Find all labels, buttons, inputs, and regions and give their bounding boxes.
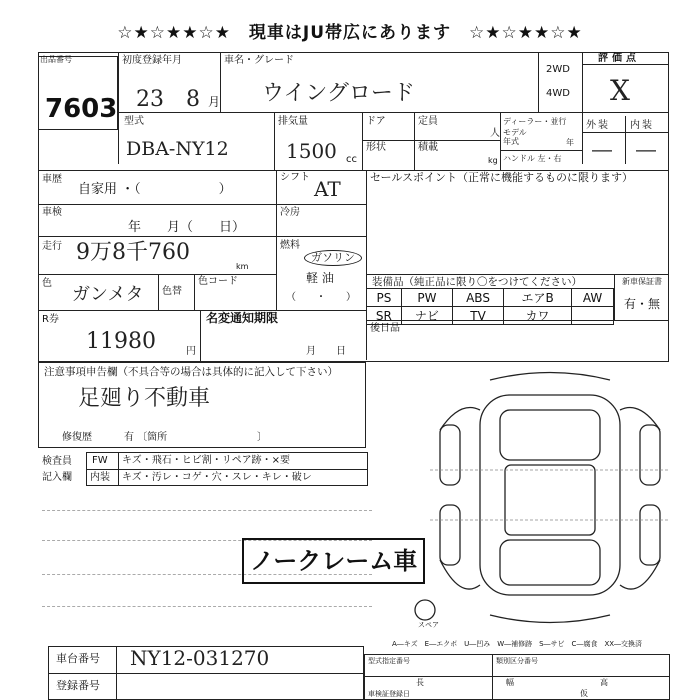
first-reg-month: 8	[186, 87, 200, 112]
shift-value: AT	[314, 177, 341, 201]
model-year-unit: 年	[566, 138, 574, 147]
car-name-label: 車名・グレード	[224, 55, 294, 66]
notes-label: 注意事項申告欄（不具合等の場合は具体的に記入して下さい）	[44, 366, 338, 378]
history-label: 車歴	[42, 174, 62, 185]
displacement-unit: cc	[346, 154, 357, 165]
car-diagram	[400, 370, 690, 640]
no-claim-stamp: ノークレーム車	[242, 538, 425, 584]
lot-tab: 出品番号	[40, 55, 72, 64]
interior-label: 内装	[630, 120, 654, 131]
width-label: 幅	[506, 678, 514, 687]
equipment-label: 装備品（純正品に限り〇をつけてください）	[372, 276, 582, 288]
equipment-item: エアB	[504, 289, 572, 307]
model-value: DBA-NY12	[126, 138, 229, 160]
warranty-value: 有・無	[624, 297, 661, 311]
ac-label: 冷房	[280, 207, 300, 218]
chassis-value: NY12-031270	[130, 646, 270, 670]
spare-label: スペア	[418, 621, 439, 629]
repair-label: 修復歴	[62, 432, 92, 443]
equipment-item: ABS	[453, 289, 504, 307]
exterior-value: ―	[592, 137, 612, 161]
reg-label: 登録番号	[56, 679, 100, 692]
equipment-item: SR	[367, 307, 402, 325]
capacity-unit: 人	[490, 128, 500, 139]
lot-number: 7603	[45, 94, 118, 124]
model-year-label: モデル 年式	[503, 128, 527, 146]
drive-4wd: 4WD	[546, 88, 570, 99]
load-unit: kg	[488, 156, 498, 165]
banner: ☆★☆★★☆★ 現車はJU帯広にあります ☆★☆★★☆★	[117, 23, 583, 43]
model-label: 型式	[124, 116, 144, 127]
handle-label: ハンドル 左・右	[503, 154, 562, 163]
interior-value: ―	[636, 137, 656, 161]
chassis-label: 車台番号	[56, 652, 100, 665]
equipment-item: PS	[367, 289, 402, 307]
diagram-legend: A―キズ E―エクボ U―凹み W―補修跡 S―サビ C―腐食 XX―交換済	[392, 640, 643, 648]
door-label: ドア	[366, 116, 386, 127]
notes-handwritten: 足廻り不動車	[78, 386, 211, 411]
fuel-other: （ ・ ）	[286, 292, 356, 303]
equipment-item: PW	[401, 289, 452, 307]
equipment-row	[367, 307, 614, 325]
fw-value: キズ・飛石・ヒビ割・リペア跡・×要	[122, 455, 290, 466]
length-label: 長	[416, 678, 424, 687]
inspector-label-top: 検査員	[42, 456, 72, 467]
equipment-item: AW	[572, 289, 614, 307]
inspection-label: 車検	[42, 207, 62, 218]
fuel-gasoline: ガソリン	[304, 250, 362, 266]
recycle-unit: 円	[186, 346, 196, 357]
retrofit-label: 後日品	[370, 323, 400, 334]
fuel-diesel: 軽 油	[306, 271, 334, 285]
name-change-value: 月 日	[306, 346, 346, 357]
first-reg-label: 初度登録年月	[122, 55, 182, 66]
fuel-label: 燃料	[280, 240, 300, 251]
exterior-label: 外装	[586, 120, 610, 131]
history-value: 自家用 ・（ ）	[78, 182, 232, 197]
fw-label: FW	[92, 455, 108, 466]
shape-label: 形状	[366, 142, 386, 153]
equipment-item: カワ	[504, 307, 572, 325]
color-code-label: 色コード	[198, 276, 238, 287]
score-value: X	[610, 74, 630, 107]
equipment-item: TV	[453, 307, 504, 325]
inspector-label-bottom: 記入欄	[42, 472, 72, 483]
mileage-unit: km	[236, 262, 249, 271]
class-num-label: 類別区分番号	[496, 657, 538, 665]
inspection-value: 年 月（ 日）	[128, 220, 246, 235]
color-change-label: 色替	[162, 286, 182, 297]
name-change-label: 名変通知期限	[206, 311, 279, 325]
equipment-item: ナビ	[401, 307, 452, 325]
score-label: 評価点	[598, 53, 640, 64]
recycle-value: 11980	[86, 329, 156, 354]
capacity-label: 定員	[418, 116, 438, 127]
first-reg-month-unit: 月	[208, 95, 221, 109]
mileage-label: 走行	[42, 241, 62, 252]
color-value: ガンメタ	[72, 284, 144, 305]
displacement-label: 排気量	[278, 116, 308, 127]
car-name-value: ウイングロード	[262, 81, 415, 106]
height-label: 高	[600, 678, 608, 687]
reg-date-label: 車検証登録日	[368, 690, 410, 698]
displacement-value: 1500	[286, 139, 337, 163]
repair-value: 有 〔箇所 〕	[124, 432, 268, 443]
load-label: 積載	[418, 142, 438, 153]
dealer-label: ディーラー・並行	[503, 117, 567, 126]
int-value: キズ・汚レ・コゲ・穴・スレ・キレ・破レ	[122, 472, 312, 483]
mileage-value: 9万8千760	[76, 240, 190, 265]
recycle-label: R券	[42, 314, 59, 325]
first-reg-year: 23	[136, 87, 164, 112]
sales-point-label: セールスポイント（正常に機能するものに限ります）	[370, 171, 634, 184]
int-label: 内装	[90, 472, 110, 483]
type-num-label: 型式指定番号	[368, 657, 410, 665]
shift-label: シフト	[280, 172, 310, 183]
drive-2wd: 2WD	[546, 64, 570, 75]
warranty-label: 新車保証書	[622, 277, 662, 286]
equipment-row	[367, 289, 614, 307]
color-label: 色	[42, 278, 52, 289]
temp-label: 仮	[580, 689, 588, 698]
